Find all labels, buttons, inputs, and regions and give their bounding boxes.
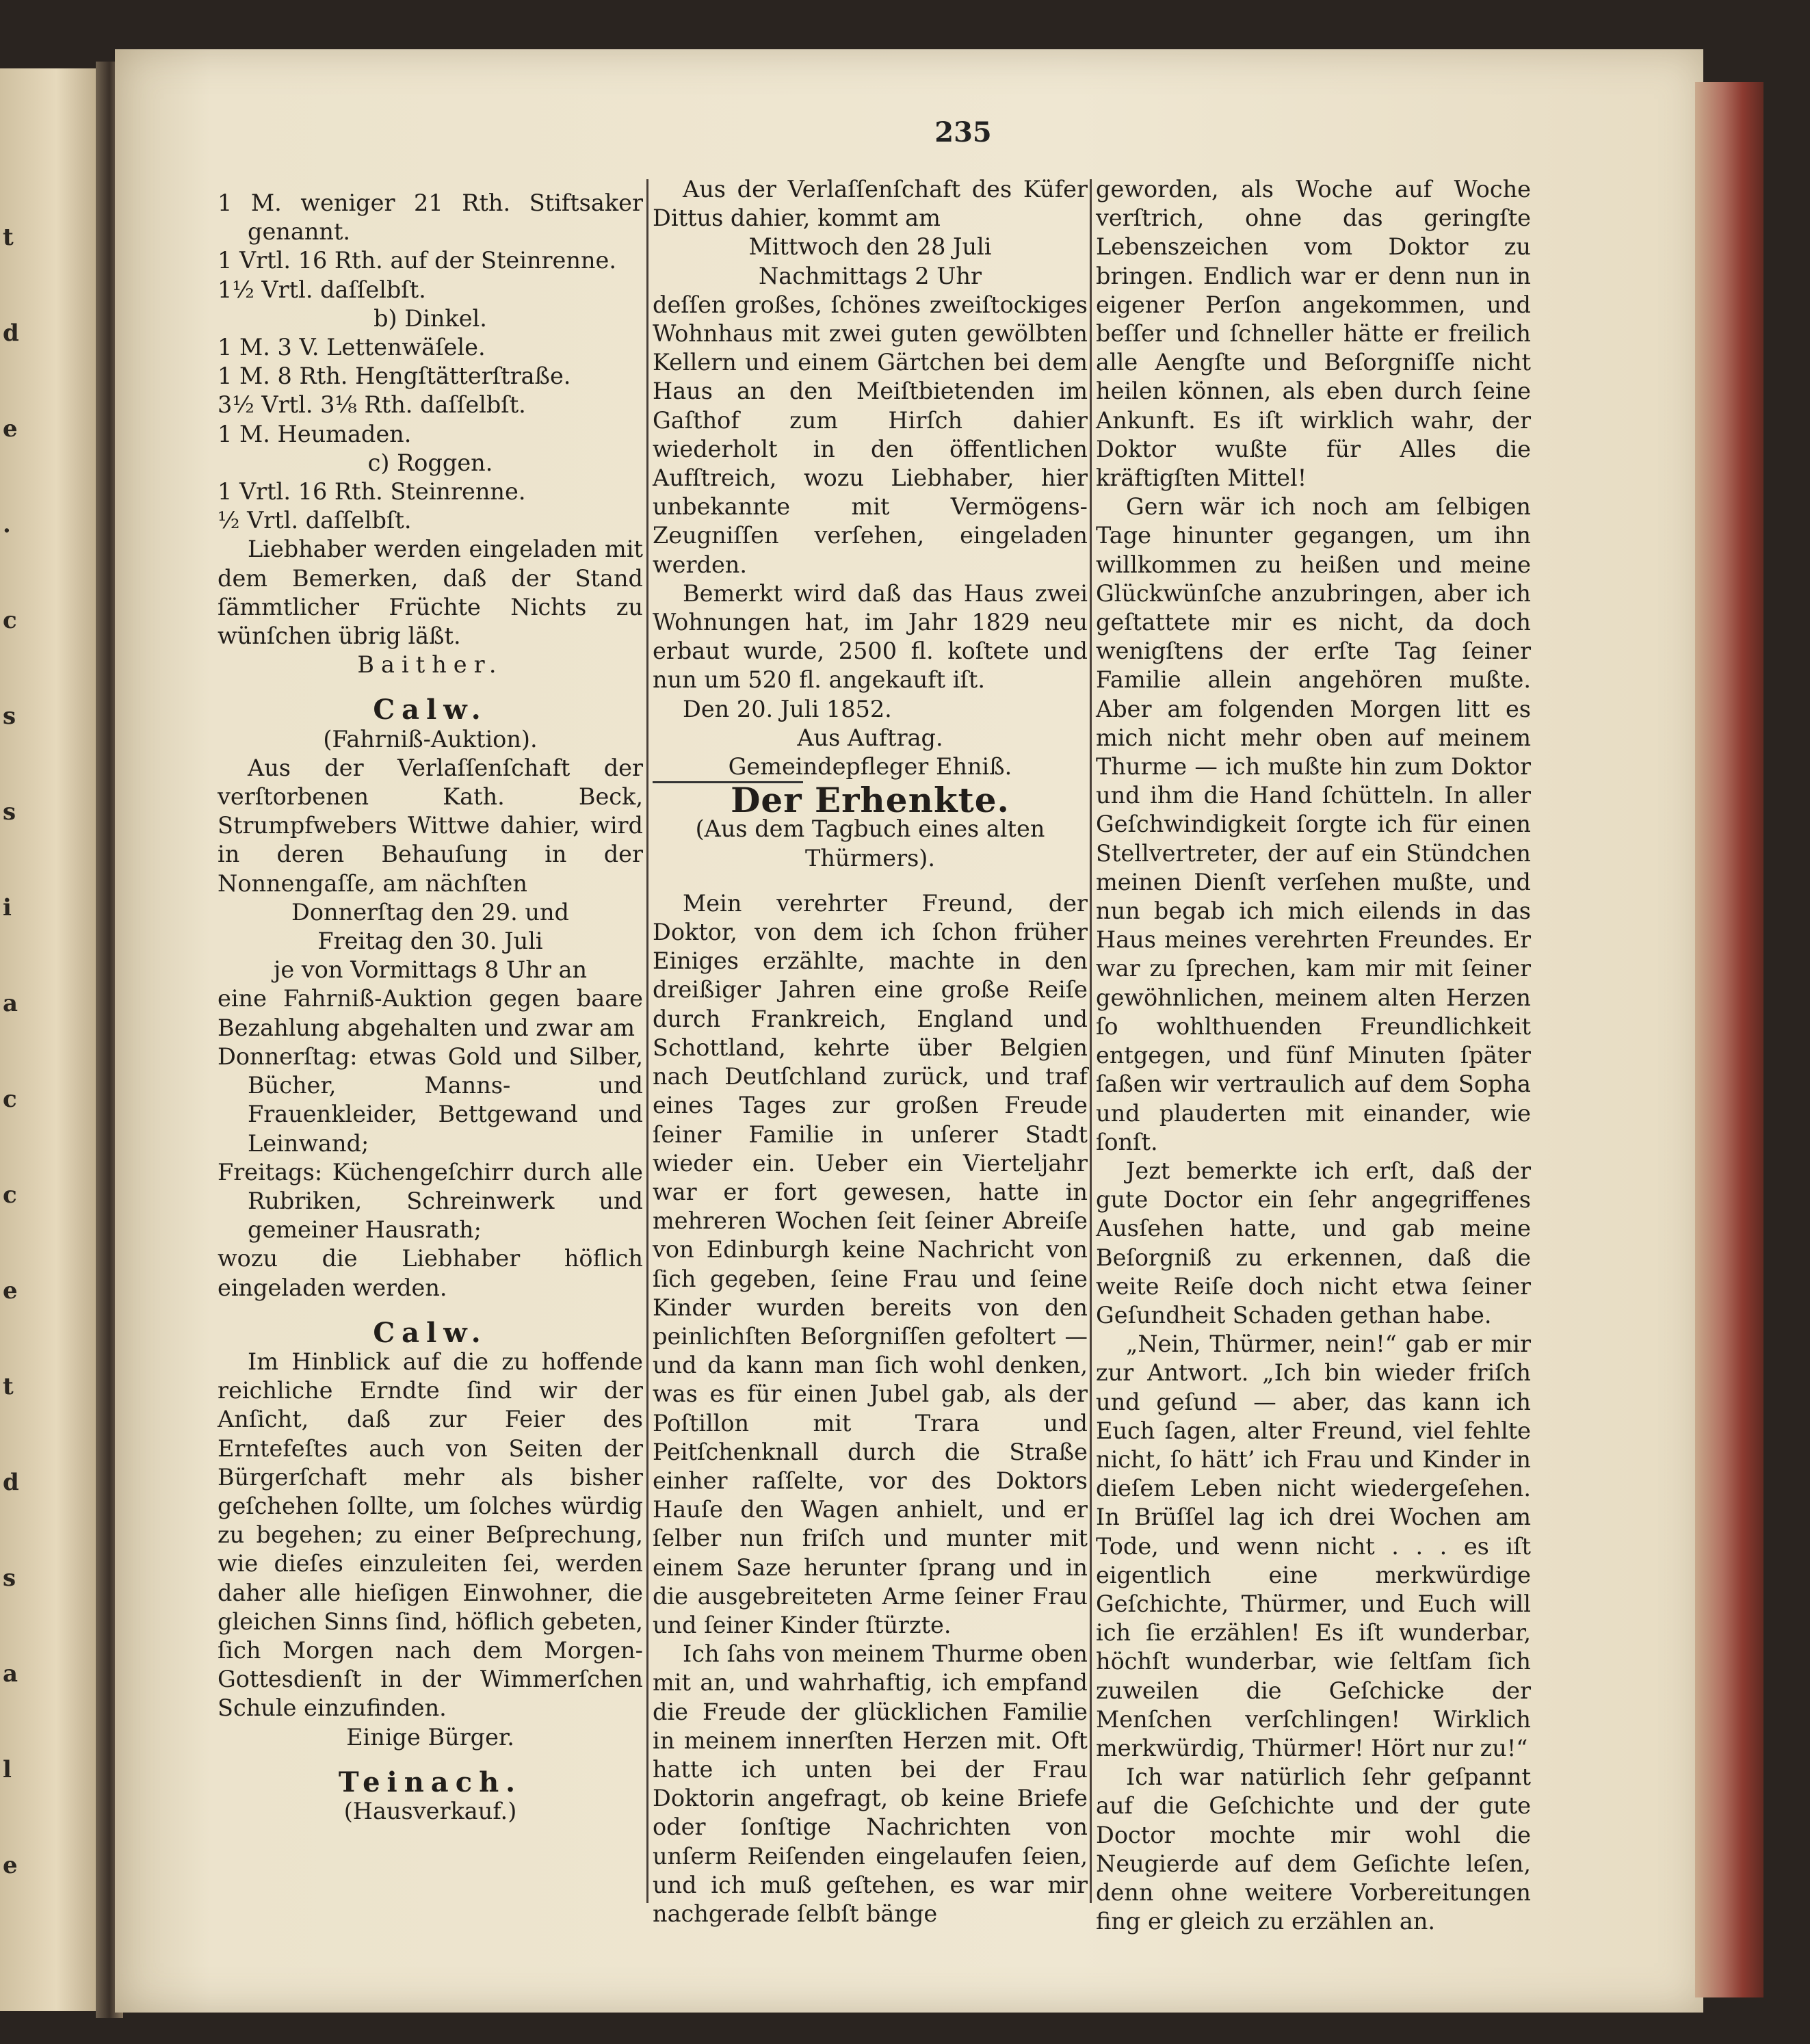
col1-paragraph: 1 M. 8 Rth. Hengſtätterſtraße. bbox=[218, 363, 571, 390]
margin-letter: e bbox=[3, 1277, 18, 1305]
col2-paragraph: (Aus dem Tagbuch eines alten Thürmers). bbox=[695, 815, 1045, 872]
margin-letter: e bbox=[3, 1852, 18, 1879]
margin-letter: d bbox=[3, 1469, 19, 1496]
page-edge-red bbox=[1695, 82, 1763, 1997]
col2-paragraph: Bemerkt wird daß das Haus zwei Wohnungen hat, im Jahr 1829 neu erbaut wurde, 2500 fl. koſtete und nun um 520 fl. angekauft iſt. bbox=[653, 579, 1088, 694]
col1-paragraph: (Hausverkauf.) bbox=[343, 1797, 517, 1824]
col1-paragraph: eine Fahrniß-Auktion gegen baare Bezahlung abgehalten und zwar am bbox=[218, 985, 643, 1041]
margin-letter: d bbox=[3, 319, 19, 347]
col2-paragraph: Aus Auftrag. bbox=[797, 724, 943, 751]
col2-paragraph: Aus der Verlaſſenſchaft des Küfer Dittus dahier, kommt am bbox=[653, 176, 1088, 232]
col2-paragraph: Ich ſahs von meinem Thurme oben mit an, und wahrhaftig, ich empfand die Freude der glücklichen Familie in meinem innerſten Herzen mit. Oft hatte ich unten bei der Frau Doktorin angefragt, ob keine Briefe oder ſonſtige Nachrichten von unſerm Reiſenden eingelaufen ſeien, und ich muß geſtehen, es war mir nachgerade ſelbſt bänge bbox=[653, 1640, 1088, 1927]
col1-paragraph: je von Vormittags 8 Uhr an bbox=[273, 956, 588, 984]
col1-paragraph: c) Roggen. bbox=[367, 449, 493, 476]
col1-paragraph: b) Dinkel. bbox=[373, 304, 487, 332]
col3-paragraph: geworden, als Woche auf Woche verſtrich, ohne das geringſte Lebenszeichen vom Doktor zu bringen. Endlich war er denn nun in eigener Perſon angekommen, und beſſer und ſchneller hätte er freilich alle Aengſte und Beſorgniſſe nicht heilen können, als eben durch ſeine Ankunft. Es iſt wirklich wahr, der Doktor wußte für Alles die kräftigſten Mittel! bbox=[1096, 176, 1531, 492]
col1-paragraph: 1 Vrtl. 16 Rth. Steinrenne. bbox=[218, 478, 526, 506]
page-number: 235 bbox=[934, 116, 992, 148]
margin-letter: s bbox=[3, 703, 16, 730]
col1-paragraph: Donnerſtag: etwas Gold und Silber, Bücher, Manns- und Frauenkleider, Bettgewand und Leinwand; bbox=[218, 1043, 643, 1157]
margin-letter: i bbox=[3, 894, 12, 921]
margin-letter: t bbox=[3, 224, 14, 251]
col3-paragraph: Gern wär ich noch am ſelbigen Tage hinunter gegangen, um ihn willkommen zu heißen und meine Glückwünſche anzubringen, aber ich geſtattete mir es nicht, da doch wenigſtens der erſte Tag ſeiner Familie allein angehören mußte. Aber am folgenden Morgen litt es mich nicht mehr oben auf meinem Thurme — ich mußte hin zum Doktor und ihm die Hand ſchütteln. In aller Geſchwindigkeit ſorgte ich für einen Stellvertreter, der auf ein Stündchen meinen Dienſt verſehen mußte, und nun begab ich mich eilends in das Haus meines verehrten Freundes. Er war zu ſprechen, kam mir mit ſeiner gewöhnlichen, meinem alten Herzen ſo wohlthuenden Freundlichkeit entgegen, und fünf Minuten ſpäter ſaßen wir vertraulich auf dem Sopha und plauderten mit einander, wie ſonſt. bbox=[1096, 493, 1531, 1155]
col1-paragraph: Freitag den 30. Juli bbox=[317, 928, 543, 955]
margin-letter: c bbox=[3, 607, 17, 634]
col1-paragraph: Im Hinblick auf die zu hoffende reichliche Erndte ſind wir der Anſicht, daß zur Feier des Erntefeſtes auch von Seiten der Bürgerſchaft mehr als bisher geſchehen ſollte, um ſolches würdig zu begehen; zu einer Beſprechung, wie dieſes einzuleiten ſei, werden daher alle hieſigen Einwohner, die gleichen Sinns ſind, höflich gebeten, ſich Morgen nach dem Morgen-Gottesdienſt in der Wimmerſchen Schule einzufinden. bbox=[218, 1348, 643, 1722]
margin-letter: c bbox=[3, 1181, 17, 1209]
margin-letter: e bbox=[3, 415, 18, 443]
margin-letter: c bbox=[3, 1086, 17, 1113]
margin-letter: t bbox=[3, 1373, 14, 1400]
margin-letter: l bbox=[3, 1756, 12, 1783]
margin-letter: a bbox=[3, 990, 18, 1017]
col3-paragraph: Jezt bemerkte ich erſt, daß der gute Doctor ein ſehr angegriffenes Ausſehen hatte, und gab meine Beſorgniß zu erkennen, daß die weite Reiſe doch nicht etwa ſeiner Geſundheit Schaden gethan habe. bbox=[1096, 1157, 1531, 1328]
margin-letter: s bbox=[3, 1564, 16, 1592]
col2-paragraph: Der Erhenkte. bbox=[731, 780, 1010, 821]
col1-paragraph: Baither. bbox=[357, 651, 503, 679]
col2-paragraph: Den 20. Juli 1852. bbox=[683, 695, 892, 722]
col1-paragraph: Freitags: Küchengeſchirr durch alle Rubriken, Schreinwerk und gemeiner Hausrath; bbox=[218, 1158, 643, 1244]
margin-letter: . bbox=[3, 511, 11, 538]
col1-paragraph: (Fahrniß-Auktion). bbox=[323, 725, 538, 752]
col1-paragraph: 1½ Vrtl. daſſelbſt. bbox=[218, 276, 426, 303]
column-2 bbox=[653, 175, 1088, 1928]
col2-paragraph: Nachmittags 2 Uhr bbox=[758, 262, 982, 289]
column-rule-1 bbox=[646, 179, 648, 1903]
col3-paragraph: „Nein, Thürmer, nein!“ gab er mir zur Antwort. „Ich bin wieder friſch und geſund — aber, das kann ich Euch ſagen, alter Freund, viel fehlte nicht, ſo hätt’ ich Frau und Kinder in dieſem Leben nicht wiedergeſehen. In Brüſſel lag ich drei Wochen am Tode, und wenn nicht . . . es iſt eigentlich eine merkwürdige Geſchichte, Thürmer, und Euch will ich ſie erzählen! Es iſt wunderbar, höchſt wunderbar, wie ſeltſam ſich zuweilen die Geſchicke der Menſchen verſchlingen! Wirklich merkwürdig, Thürmer! Hört nur zu!“ bbox=[1096, 1331, 1531, 1761]
col1-paragraph: Calw. bbox=[373, 1316, 488, 1349]
col1-paragraph: ½ Vrtl. daſſelbſt. bbox=[218, 507, 412, 534]
column-3 bbox=[1096, 175, 1531, 1936]
col1-paragraph: Teinach. bbox=[338, 1766, 523, 1798]
col2-paragraph: deſſen großes, ſchönes zweiſtockiges Wohnhaus mit zwei guten gewölbten Kellern und einem Gärtchen bei dem Haus an den Meiſtbietenden im Gaſthof zum Hirſch dahier wiederholt in den öffentlichen Aufſtreich, wozu Liebhaber, hier unbekannte mit Vermögens-Zeugniſſen verſehen, eingeladen werden. bbox=[653, 291, 1088, 578]
col2-paragraph: Mittwoch den 28 Juli bbox=[748, 233, 992, 261]
col3-paragraph: Ich war natürlich ſehr geſpannt auf die Geſchichte und der gute Doctor mochte mir wohl die Neugierde auf dem Geſichte leſen, denn ohne weitere Vorbereitungen fing er gleich zu erzählen an. bbox=[1096, 1764, 1531, 1935]
column-1 bbox=[218, 189, 643, 1826]
col1-paragraph: Aus der Verlaſſenſchaft der verſtorbenen Kath. Beck, Strumpfwebers Wittwe dahier, wird in deren Behauſung in der Nonnengaſſe, am nächſten bbox=[218, 754, 643, 897]
left-page-edge bbox=[0, 68, 103, 2011]
col2-paragraph: Mein verehrter Freund, der Doktor, von dem ich ſchon früher Einiges erzählte, machte in den dreißiger Jahren eine große Reiſe durch Frankreich, England und Schottland, kehrte über Belgien nach Deutſchland zurück, und traf eines Tages zur großen Freude ſeiner Familie in unſerer Stadt wieder ein. Ueber ein Vierteljahr war er fort gewesen, hatte in mehreren Wochen ſeit ſeiner Abreiſe von Edinburgh keine Nachricht von ſich gegeben, ſeine Frau und ſeine Kinder wurden bereits von den peinlichſten Beſorgniſſen gefoltert — und da kann man ſich wohl denken, was es für einen Jubel gab, als der Poſtillon mit Trara und Peitſchenknall durch die Straße einher raſſelte, vor des Doktors Hauſe den Wagen anhielt, und er ſelber nun friſch und munter mit einem Saze herunter ſprang und in die ausgebreiteten Arme ſeiner Frau und ſeiner Kinder ſtürzte. bbox=[653, 889, 1088, 1638]
margin-letter: s bbox=[3, 798, 16, 826]
col1-paragraph: 1 M. weniger 21 Rth. Stiftsaker genannt. bbox=[218, 189, 643, 246]
col2-paragraph: Gemeindepfleger Ehniß. bbox=[728, 753, 1012, 781]
col1-paragraph: Calw. bbox=[373, 694, 488, 726]
col1-paragraph: Liebhaber werden eingeladen mit dem Bemerken, daß der Stand ſämmtlicher Früchte Nichts zu wünſchen übrig läßt. bbox=[218, 536, 643, 650]
margin-letter: a bbox=[3, 1660, 18, 1688]
col2-paragraph bbox=[653, 873, 1088, 889]
col1-paragraph: 3½ Vrtl. 3⅛ Rth. daſſelbſt. bbox=[218, 391, 526, 419]
column-rule-2 bbox=[1090, 179, 1092, 1903]
col1-paragraph: Donnerſtag den 29. und bbox=[291, 898, 569, 926]
col1-paragraph: Einige Bürger. bbox=[346, 1723, 514, 1751]
col1-paragraph: 1 M. 3 V. Lettenwäſele. bbox=[218, 334, 486, 361]
col1-paragraph: 1 Vrtl. 16 Rth. auf der Steinrenne. bbox=[218, 247, 616, 274]
col1-paragraph: 1 M. Heumaden. bbox=[218, 420, 412, 447]
col1-paragraph: wozu die Liebhaber höflich eingeladen werden. bbox=[218, 1245, 643, 1301]
